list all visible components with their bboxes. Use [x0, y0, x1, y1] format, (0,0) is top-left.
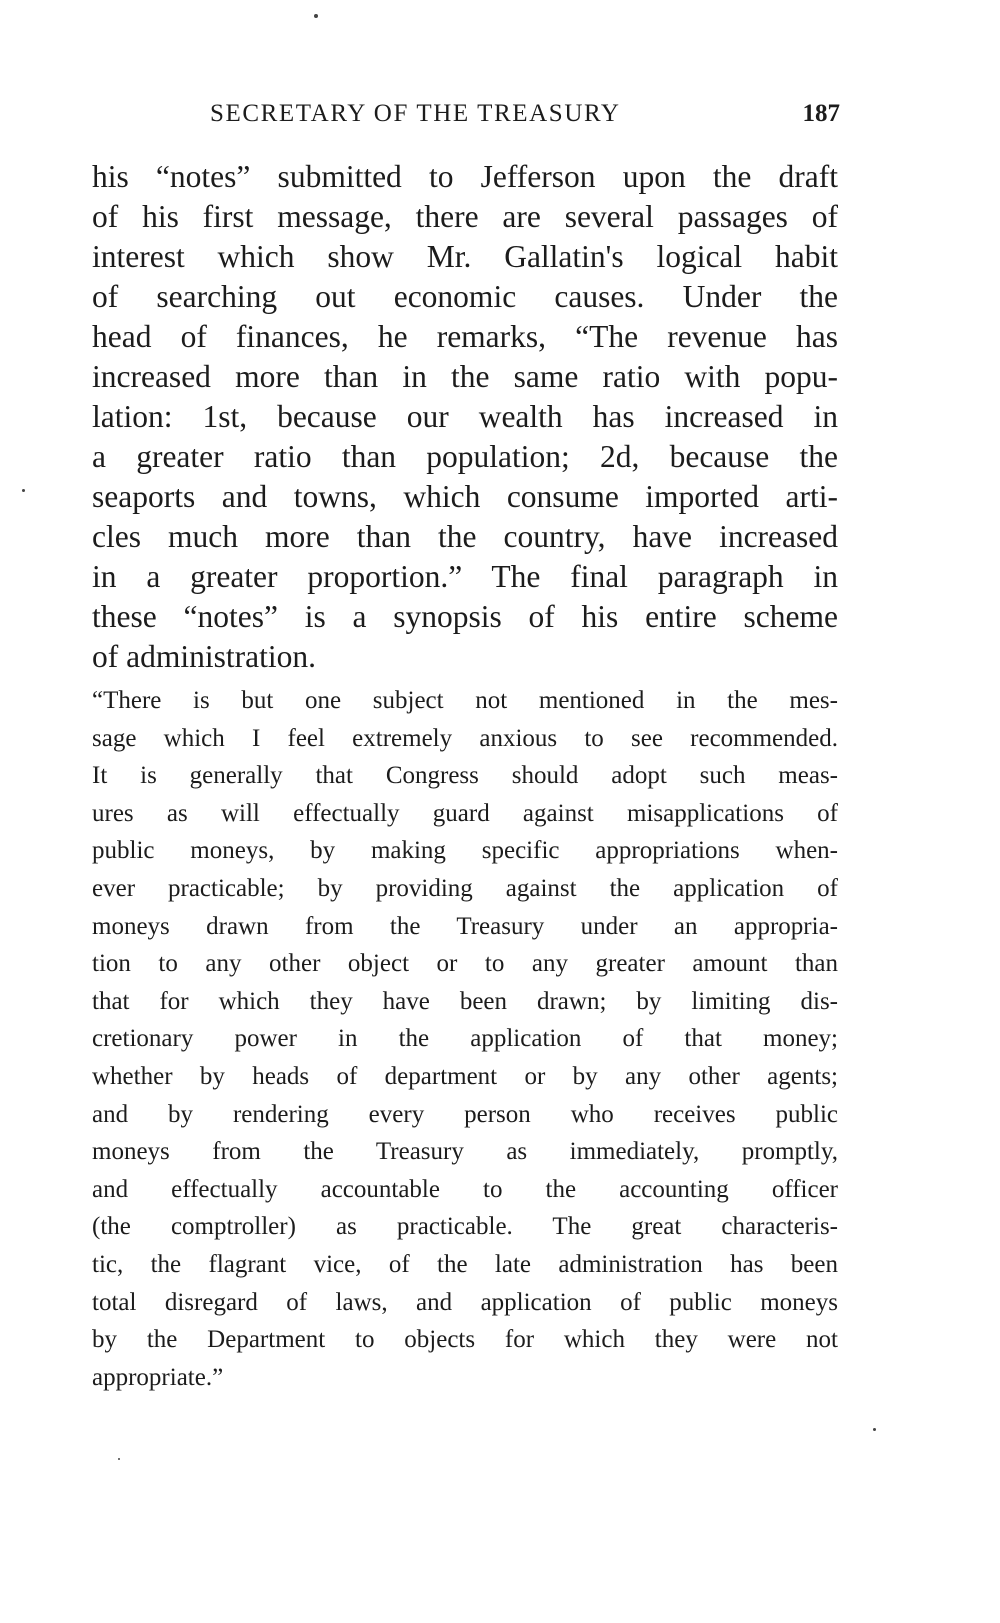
quote-line: ever practicable; by providing against the application of [92, 874, 838, 902]
quote-line: by the Department to objects for which they were not [92, 1326, 838, 1354]
quote-line: tic, the flagrant vice, of the late administration has been [92, 1250, 838, 1278]
body-paragraph [92, 157, 838, 677]
scan-speck [118, 1458, 120, 1460]
body-line: of searching out economic causes. Under the [92, 279, 838, 314]
quote-line: moneys drawn from the Treasury under an appropria- [92, 912, 838, 940]
quote-line: “There is but one subject not mentioned in the mes- [92, 687, 838, 714]
body-line: seaports and towns, which consume imported arti- [92, 479, 838, 514]
quote-line: cretionary power in the application of that money; [92, 1025, 838, 1053]
body-line: of administration. [92, 639, 316, 674]
scan-speck [314, 14, 318, 18]
quote-line: It is generally that Congress should adopt such meas- [92, 762, 838, 790]
body-line: cles much more than the country, have increased [92, 519, 838, 554]
quote-line: and effectually accountable to the accounting officer [92, 1175, 838, 1203]
quote-line: whether by heads of department or by any other agents; [92, 1062, 838, 1090]
quote-line: public moneys, by making specific appropriations when- [92, 837, 838, 865]
running-head: SECRETARY OF THE TREASURY [210, 100, 621, 127]
body-line: in a greater proportion.” The final paragraph in [92, 559, 838, 594]
body-line: a greater ratio than population; 2d, because the [92, 439, 838, 474]
quote-line: (the comptroller) as practicable. The great characteris- [92, 1213, 838, 1241]
body-line: head of finances, he remarks, “The revenue has [92, 319, 838, 354]
quote-line: moneys from the Treasury as immediately, promptly, [92, 1138, 838, 1166]
scan-speck [22, 489, 25, 492]
quote-line: and by rendering every person who receives public [92, 1100, 838, 1128]
quote-line: appropriate.” [92, 1363, 224, 1391]
page-header [92, 100, 840, 140]
body-line: his “notes” submitted to Jefferson upon the draft [92, 159, 838, 194]
body-line: these “notes” is a synopsis of his entire scheme [92, 599, 838, 634]
scan-speck [873, 1428, 876, 1431]
body-line: lation: 1st, because our wealth has increased in [92, 399, 838, 434]
body-line: increased more than in the same ratio with popu- [92, 359, 838, 394]
quote-line: tion to any other object or to any greater amount than [92, 950, 838, 978]
page-number: 187 [802, 100, 840, 127]
quote-line: total disregard of laws, and application of public moneys [92, 1288, 838, 1316]
body-line: of his first message, there are several passages of [92, 199, 838, 234]
block-quote [92, 682, 838, 1396]
quote-line: that for which they have been drawn; by limiting dis- [92, 987, 838, 1015]
body-line: interest which show Mr. Gallatin's logical habit [92, 239, 838, 274]
quote-line: ures as will effectually guard against misapplications of [92, 799, 838, 827]
quote-line: sage which I feel extremely anxious to see recommended. [92, 724, 838, 752]
